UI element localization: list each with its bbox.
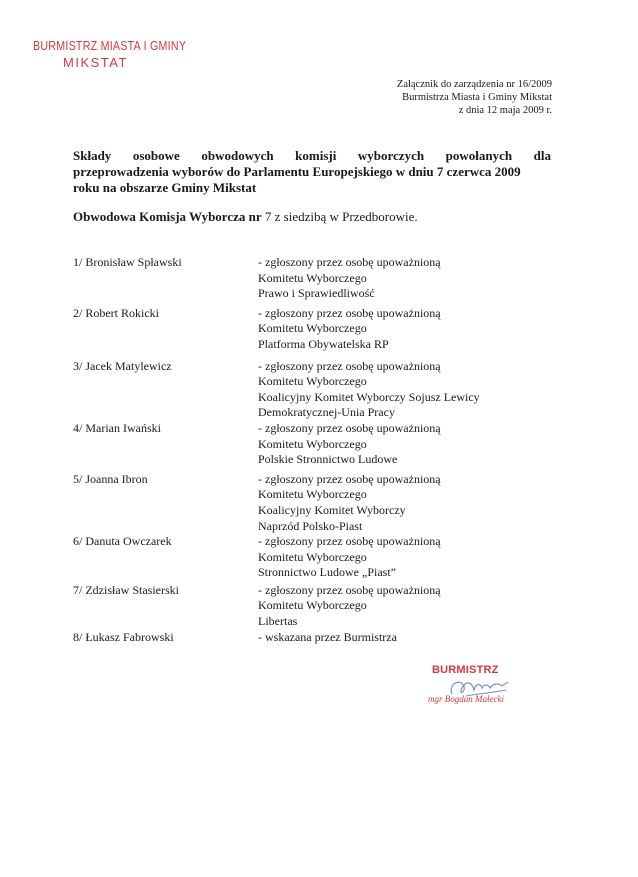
document-title (73, 148, 551, 196)
nomination-line: Libertas (258, 614, 298, 629)
nomination-line: - zgłoszony przez osobę upoważnioną (258, 305, 441, 320)
signature-title: BURMISTRZ (432, 664, 499, 676)
member-nomination (258, 255, 553, 302)
nomination-line: Komitetu Wyborczego (258, 598, 367, 613)
nomination-line: Komitetu Wyborczego (258, 436, 367, 451)
nomination-line: Demokratycznej-Unia Pracy (258, 405, 395, 420)
list-item (73, 583, 553, 630)
nomination-line: - zgłoszony przez osobę upoważnioną (258, 255, 441, 269)
stamp-line-2: MIKSTAT (63, 55, 128, 70)
member-name: 3/ Jacek Matylewicz (73, 358, 172, 373)
nomination-line: Komitetu Wyborczego (258, 321, 367, 336)
nomination-line: Platforma Obywatelska RP (258, 336, 389, 351)
nomination-line: Komitetu Wyborczego (258, 374, 367, 389)
nomination-line: - zgłoszony przez osobę upoważnioną (258, 471, 441, 486)
signature-name: mgr Bogdan Małecki (428, 694, 504, 704)
title-line-3: roku na obszarze Gminy Mikstat (73, 180, 257, 195)
annex-line-2: Burmistrza Miasta i Gminy Mikstat (402, 92, 552, 103)
committee-seat: 7 z siedzibą w Przedborowie. (261, 209, 418, 224)
nomination-line: Komitetu Wyborczego (258, 549, 367, 564)
nomination-line: Komitetu Wyborczego (258, 487, 367, 502)
member-list (73, 255, 553, 645)
list-item (73, 306, 553, 353)
nomination-line: Koalicyjny Komitet Wyborczy (258, 502, 406, 517)
member-name: 1/ Bronisław Spławski (73, 255, 182, 269)
member-name: 2/ Robert Rokicki (73, 305, 159, 320)
title-line-2: przeprowadzenia wyborów do Parlamentu Europejskiego w dniu 7 czerwca 2009 (73, 164, 521, 179)
member-nomination (258, 359, 553, 421)
nomination-line: - zgłoszony przez osobę upoważnioną (258, 358, 441, 373)
member-name: 5/ Joanna Ibron (73, 471, 148, 486)
committee-heading (73, 209, 418, 225)
member-nomination (258, 421, 553, 468)
list-item (73, 359, 553, 421)
member-nomination (258, 472, 553, 534)
stamp-line-1: BURMISTRZ MIASTA I GMINY (33, 38, 187, 53)
member-name: 7/ Zdzisław Stasierski (73, 582, 179, 597)
member-name: 4/ Marian Iwański (73, 420, 161, 435)
annex-reference (397, 78, 552, 117)
member-name: 8/ Łukasz Fabrowski (73, 629, 174, 644)
nomination-line: - zgłoszony przez osobę upoważnioną (258, 534, 441, 549)
nomination-line: Prawo i Sprawiedliwość (258, 286, 375, 301)
nomination-line: Komitetu Wyborczego (258, 270, 367, 285)
list-item (73, 255, 553, 302)
list-item (73, 421, 553, 468)
annex-line-3: z dnia 12 maja 2009 r. (458, 105, 552, 116)
list-item (73, 534, 553, 581)
committee-label: Obwodowa Komisja Wyborcza nr (73, 209, 262, 224)
nomination-line: - zgłoszony przez osobę upoważnioną (258, 420, 441, 435)
nomination-line: - zgłoszony przez osobę upoważnioną (258, 582, 441, 597)
nomination-line: Polskie Stronnictwo Ludowe (258, 452, 398, 467)
title-line-1: Składy osobowe obwodowych komisji wyborczych powołanych dla (73, 148, 551, 163)
list-item (73, 630, 553, 646)
nomination-line: Koalicyjny Komitet Wyborczy Sojusz Lewicy (258, 389, 480, 404)
member-name: 6/ Danuta Owczarek (73, 534, 172, 549)
annex-line-1: Załącznik do zarządzenia nr 16/2009 (396, 79, 552, 90)
nomination-line: Stronnictwo Ludowe „Piast” (258, 565, 396, 580)
member-nomination (258, 306, 553, 353)
member-nomination (258, 534, 553, 581)
member-nomination (258, 630, 553, 646)
list-item (73, 472, 553, 534)
nomination-line: Naprzód Polsko-Piast (258, 518, 363, 533)
office-stamp (33, 38, 220, 70)
member-nomination (258, 583, 553, 630)
nomination-line: - wskazana przez Burmistrza (258, 629, 397, 644)
signature-block (428, 656, 548, 716)
